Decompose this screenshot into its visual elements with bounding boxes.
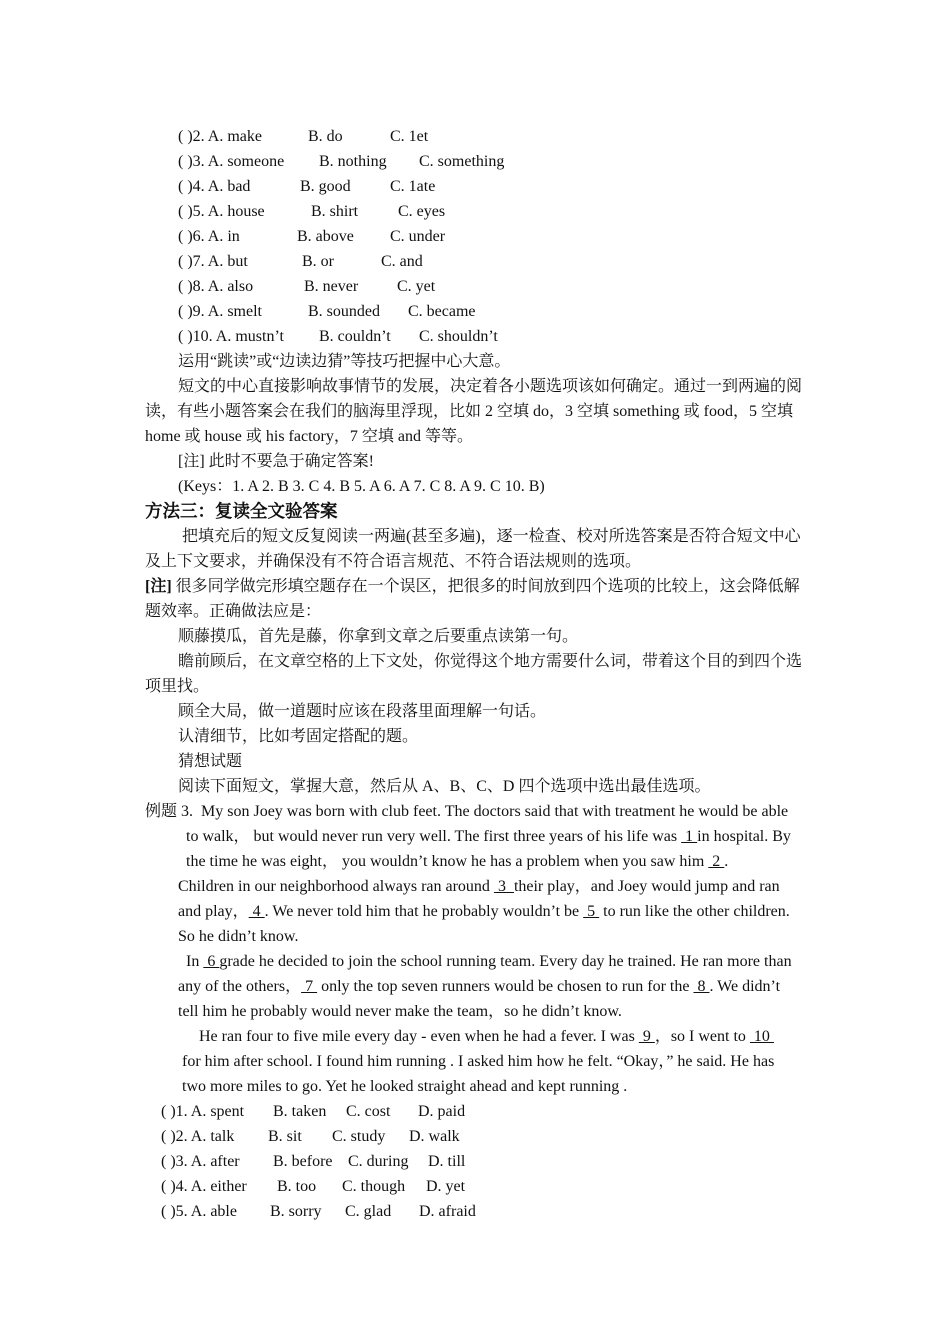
option-d: D. walk — [409, 1128, 460, 1145]
example-label: 例题 3. — [145, 803, 194, 820]
question-stem: ( )7. A. but — [178, 253, 248, 270]
passage-text: their play，and Joey would jump and ran — [513, 878, 780, 895]
paragraph-center-line1: 短文的中心直接影响故事情节的发展，决定着各小题选项该如何确定。通过一到两遍的阅 — [178, 378, 803, 395]
blank-7: 7 — [301, 978, 318, 995]
question-stem: ( )1. A. spent — [161, 1103, 245, 1120]
option-c: C. under — [390, 228, 446, 245]
question-stem: ( )6. A. in — [178, 228, 240, 245]
blank-10: 10 — [749, 1028, 774, 1045]
tip-item: 认清细节，比如考固定搭配的题。 — [178, 728, 419, 745]
passage-text: Children in our neighborhood always ran around — [178, 878, 494, 895]
passage-line — [186, 849, 728, 874]
option-b: B. sit — [268, 1128, 302, 1145]
passage-text: . — [724, 853, 729, 870]
passage-line — [178, 899, 790, 924]
note-body: 很多同学做完形填空题存在一个误区，把很多的时间放到四个选项的比较上，这会降低解 — [171, 578, 800, 595]
blank-5: 5 — [583, 903, 600, 920]
option-c: C. 1et — [390, 128, 429, 145]
option-d: D. afraid — [419, 1203, 476, 1220]
passage-line: for him after school. I found him running . I asked him how he felt. “Okay，” he said. He has — [182, 1053, 775, 1070]
option-c: C. 1ate — [390, 178, 436, 195]
passage-line — [199, 1024, 774, 1049]
passage-line: So he didn’t know. — [178, 928, 299, 945]
blank-1: 1 — [681, 828, 698, 845]
passage-line — [145, 799, 788, 824]
passage-line — [178, 874, 780, 899]
option-b: B. sounded — [308, 303, 380, 320]
note-text: [注] 此时不要急于确定答案! — [178, 453, 374, 470]
passage-line — [186, 824, 791, 849]
option-c: C. yet — [397, 278, 436, 295]
passage-text: In — [186, 953, 204, 970]
option-b: B. nothing — [319, 153, 387, 170]
blank-6: 6 — [203, 953, 220, 970]
paragraph-reread-line2: 及上下文要求，并确保没有不符合语言规范、不符合语法规则的选项。 — [145, 553, 642, 570]
question-stem: ( )5. A. able — [161, 1203, 237, 1220]
option-b: B. do — [308, 128, 343, 145]
passage-line: two more miles to go. Yet he looked straight ahead and kept running . — [182, 1078, 628, 1095]
question-stem: ( )3. A. someone — [178, 153, 285, 170]
question-stem: ( )8. A. also — [178, 278, 254, 295]
passage-text: ，so I went to — [654, 1028, 750, 1045]
passage-line: tell him he probably would never make the team，so he didn’t know. — [178, 1003, 622, 1020]
passage-line — [178, 974, 780, 999]
passage-text: . We didn’t — [709, 978, 781, 995]
passage-text: the time he was eight， you wouldn’t know he has a problem when you saw him — [186, 853, 709, 870]
paragraph-skim: 运用“跳读”或“边读边猜”等技巧把握中心大意。 — [178, 353, 511, 370]
answer-keys: (Keys：1. A 2. B 3. C 4. B 5. A 6. A 7. C 8. A 9. C 10. B) — [178, 478, 545, 495]
option-b: B. never — [304, 278, 359, 295]
passage-text: in hospital. By — [697, 828, 791, 845]
passage-text: My son Joey was born with club feet. The doctors said that with treatment he would be able — [201, 803, 789, 820]
question-stem: ( )3. A. after — [161, 1153, 240, 1170]
passage-text: to walk， but would never run very well. The first three years of his life was — [186, 828, 682, 845]
option-b: B. taken — [273, 1103, 327, 1120]
question-stem: ( )5. A. house — [178, 203, 265, 220]
option-c: C. became — [408, 303, 476, 320]
option-c: C. and — [381, 253, 423, 270]
question-stem: ( )9. A. smelt — [178, 303, 262, 320]
option-b: B. or — [302, 253, 334, 270]
question-stem: ( )4. A. either — [161, 1178, 247, 1195]
question-stem: ( )2. A. talk — [161, 1128, 235, 1145]
passage-line — [186, 949, 792, 974]
note-misconception-line1 — [145, 574, 800, 599]
question-stem: ( )10. A. mustn’t — [178, 328, 284, 345]
blank-2: 2 — [708, 853, 725, 870]
option-c: C. shouldn’t — [419, 328, 498, 345]
blank-8: 8 — [693, 978, 710, 995]
option-c: C. though — [342, 1178, 406, 1195]
passage-text: . We never told him that he probably wouldn’t be — [264, 903, 584, 920]
note-misconception-line2: 题效率。正确做法应是： — [145, 603, 322, 620]
note-tag: [注] — [145, 578, 172, 595]
option-d: D. yet — [426, 1178, 466, 1195]
blank-3: 3 — [493, 878, 514, 895]
tip-item-continued: 项里找。 — [145, 678, 210, 695]
option-b: B. couldn’t — [319, 328, 391, 345]
passage-text: grade he decided to join the school running team. Every day he trained. He ran more than — [219, 953, 792, 970]
option-b: B. above — [297, 228, 354, 245]
tip-item: 瞻前顾后，在文章空格的上下文处，你觉得这个地方需要什么词，带着这个目的到四个选 — [178, 653, 803, 670]
option-b: B. shirt — [311, 203, 359, 220]
question-stem: ( )4. A. bad — [178, 178, 251, 195]
passage-text: He ran four to five mile every day - even when he had a fever. I was — [199, 1028, 639, 1045]
paragraph-reread-line1: 把填充后的短文反复阅读一两遍(甚至多遍)，逐一检查、校对所选答案是否符合短文中心 — [182, 528, 801, 545]
option-d: D. till — [428, 1153, 466, 1170]
blank-9: 9 — [638, 1028, 655, 1045]
passage-text: any of the others， — [178, 978, 302, 995]
option-b: B. too — [277, 1178, 317, 1195]
tip-item: 顾全大局，做一道题时应该在段落里面理解一句话。 — [178, 703, 547, 720]
blank-4: 4 — [248, 903, 265, 920]
method-three-heading: 方法三：复读全文验答案 — [145, 501, 338, 521]
passage-text: and play， — [178, 903, 249, 920]
option-d: D. paid — [418, 1103, 466, 1120]
exercise-instruction: 阅读下面短文，掌握大意，然后从 A、B、C、D 四个选项中选出最佳选项。 — [178, 778, 711, 795]
option-b: B. good — [300, 178, 351, 195]
option-c: C. glad — [345, 1203, 392, 1220]
paragraph-center-line3: home 或 house 或 his factory，7 空填 and 等等。 — [145, 428, 473, 445]
tip-item: 顺藤摸瓜，首先是藤，你拿到文章之后要重点读第一句。 — [178, 628, 579, 645]
question-stem: ( )2. A. make — [178, 128, 262, 145]
passage-text: only the top seven runners would be chosen to run for the — [317, 978, 694, 995]
option-c: C. cost — [346, 1103, 391, 1120]
option-c: C. study — [332, 1128, 386, 1145]
option-c: C. during — [348, 1153, 409, 1170]
option-c: C. eyes — [398, 203, 446, 220]
option-c: C. something — [419, 153, 505, 170]
option-b: B. before — [273, 1153, 333, 1170]
section-title-guess: 猜想试题 — [178, 753, 243, 770]
passage-text: to run like the other children. — [599, 903, 790, 920]
paragraph-center-line2: 读，有些小题答案会在我们的脑海里浮现，比如 2 空填 do，3 空填 something 或 food，5 空填 — [145, 403, 793, 420]
option-b: B. sorry — [270, 1203, 322, 1220]
